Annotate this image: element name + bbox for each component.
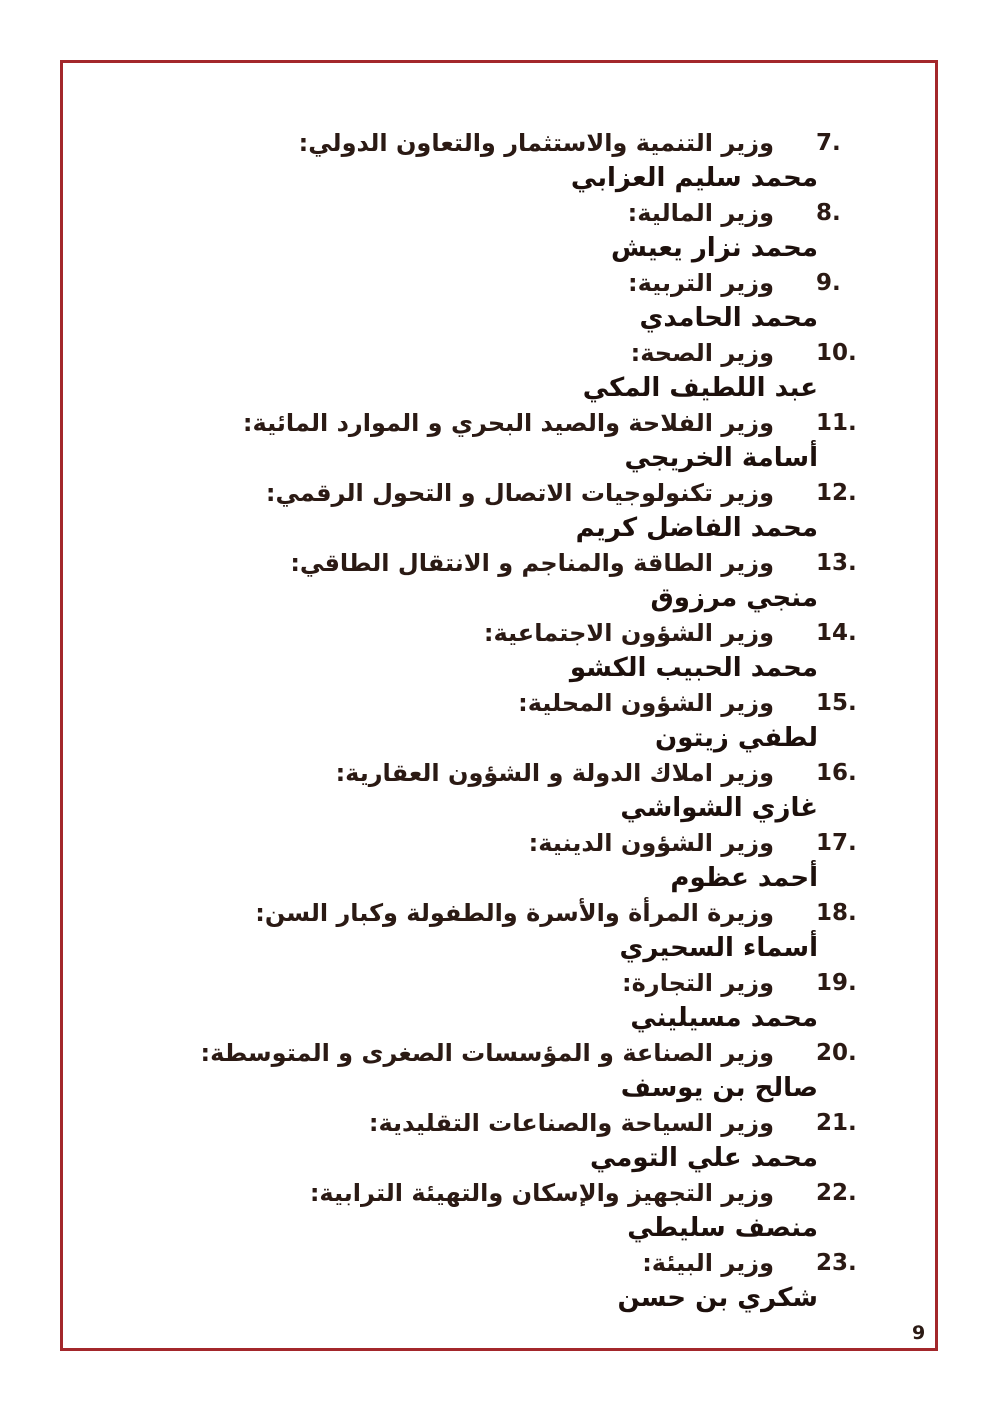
minister-entry [178, 336, 857, 406]
list-number: 11. [816, 410, 857, 436]
minister-role [178, 1106, 857, 1141]
list-number: 19. [816, 970, 857, 996]
list-number: 16. [816, 760, 857, 786]
role-title: وزير املاك الدولة و الشؤون العقارية: [335, 759, 774, 787]
minister-name: محمد علي التومي [589, 1143, 818, 1173]
minister-role [178, 406, 857, 441]
minister-entry [178, 546, 857, 616]
minister-role [178, 1246, 857, 1281]
minister-role [178, 616, 857, 651]
minister-role [178, 126, 841, 161]
role-title: وزيرة المرأة والأسرة والطفولة وكبار السن: [255, 899, 774, 927]
minister-name: أسماء السحيري [619, 933, 818, 963]
minister-role [178, 196, 841, 231]
list-number: 12. [816, 480, 857, 506]
minister-entry [178, 616, 857, 686]
list-number: 15. [816, 690, 857, 716]
minister-entry [178, 1246, 857, 1316]
role-title: وزير الشؤون المحلية: [518, 689, 774, 717]
list-number: 21. [816, 1110, 857, 1136]
minister-name: محمد الحبيب الكشو [569, 653, 818, 683]
role-title: وزير الشؤون الاجتماعية: [483, 619, 774, 647]
role-title: وزير الشؤون الدينية: [528, 829, 774, 857]
minister-name: محمد مسيليني [630, 1003, 818, 1033]
minister-name: غازي الشواشي [620, 793, 818, 823]
minister-role [178, 686, 857, 721]
minister-entry [178, 1106, 857, 1176]
minister-role [178, 966, 857, 1001]
minister-name: منصف سليطي [627, 1213, 818, 1243]
minister-role [178, 1176, 857, 1211]
minister-name: محمد سليم العزابي [570, 163, 818, 193]
list-number: 14. [816, 620, 857, 646]
minister-entry [178, 476, 857, 546]
minister-name: لطفي زيتون [655, 723, 818, 753]
role-title: وزير التربية: [628, 269, 774, 297]
list-number: 20. [816, 1040, 857, 1066]
role-title: وزير التجارة: [622, 969, 774, 997]
role-title: وزير الصناعة و المؤسسات الصغرى و المتوسطة: [200, 1039, 774, 1067]
minister-role [178, 1036, 857, 1071]
minister-role [178, 476, 857, 511]
minister-entry [178, 406, 857, 476]
role-title: وزير التجهيز والإسكان والتهيئة الترابية: [309, 1179, 774, 1207]
role-title: وزير تكنولوجيات الاتصال و التحول الرقمي: [265, 479, 774, 507]
minister-name: أسامة الخريجي [624, 443, 818, 473]
role-title: وزير التنمية والاستثمار والتعاون الدولي: [298, 129, 774, 157]
minister-role [178, 826, 857, 861]
list-number: 18. [816, 900, 857, 926]
minister-name: منجي مرزوق [650, 583, 818, 613]
minister-entry [178, 1176, 857, 1246]
list-number: 23. [816, 1250, 857, 1276]
list-number: 9. [816, 270, 841, 296]
minister-name: أحمد عظوم [670, 863, 818, 893]
list-number: 10. [816, 340, 857, 366]
role-title: وزير السياحة والصناعات التقليدية: [368, 1109, 774, 1137]
minister-entry [178, 1036, 857, 1106]
minister-name: شكري بن حسن [617, 1283, 818, 1313]
list-number: 13. [816, 550, 857, 576]
minister-entry [178, 896, 857, 966]
list-number: 17. [816, 830, 857, 856]
ministers-list [178, 126, 857, 1316]
minister-entry [178, 826, 857, 896]
minister-role [178, 896, 857, 931]
minister-entry [178, 196, 841, 266]
minister-name: محمد الحامدي [639, 303, 818, 333]
minister-entry [178, 126, 841, 196]
minister-role [178, 546, 857, 581]
role-title: وزير الطاقة والمناجم و الانتقال الطاقي: [290, 549, 774, 577]
minister-role [178, 336, 857, 371]
minister-name: عبد اللطيف المكي [582, 373, 818, 403]
role-title: وزير المالية: [627, 199, 774, 227]
minister-role [178, 266, 841, 301]
role-title: وزير الصحة: [630, 339, 774, 367]
role-title: وزير البيئة: [642, 1249, 774, 1277]
minister-name: صالح بن يوسف [620, 1073, 818, 1103]
list-number: 7. [816, 130, 841, 156]
minister-entry [178, 966, 857, 1036]
page-number: 9 [912, 1322, 926, 1344]
role-title: وزير الفلاحة والصيد البحري و الموارد المائية: [242, 409, 774, 437]
minister-role [178, 756, 857, 791]
minister-entry [178, 756, 857, 826]
minister-entry [178, 266, 841, 336]
minister-name: محمد الفاضل كريم [575, 513, 818, 543]
minister-entry [178, 686, 857, 756]
list-number: 22. [816, 1180, 857, 1206]
minister-name: محمد نزار يعيش [610, 233, 818, 263]
list-number: 8. [816, 200, 841, 226]
